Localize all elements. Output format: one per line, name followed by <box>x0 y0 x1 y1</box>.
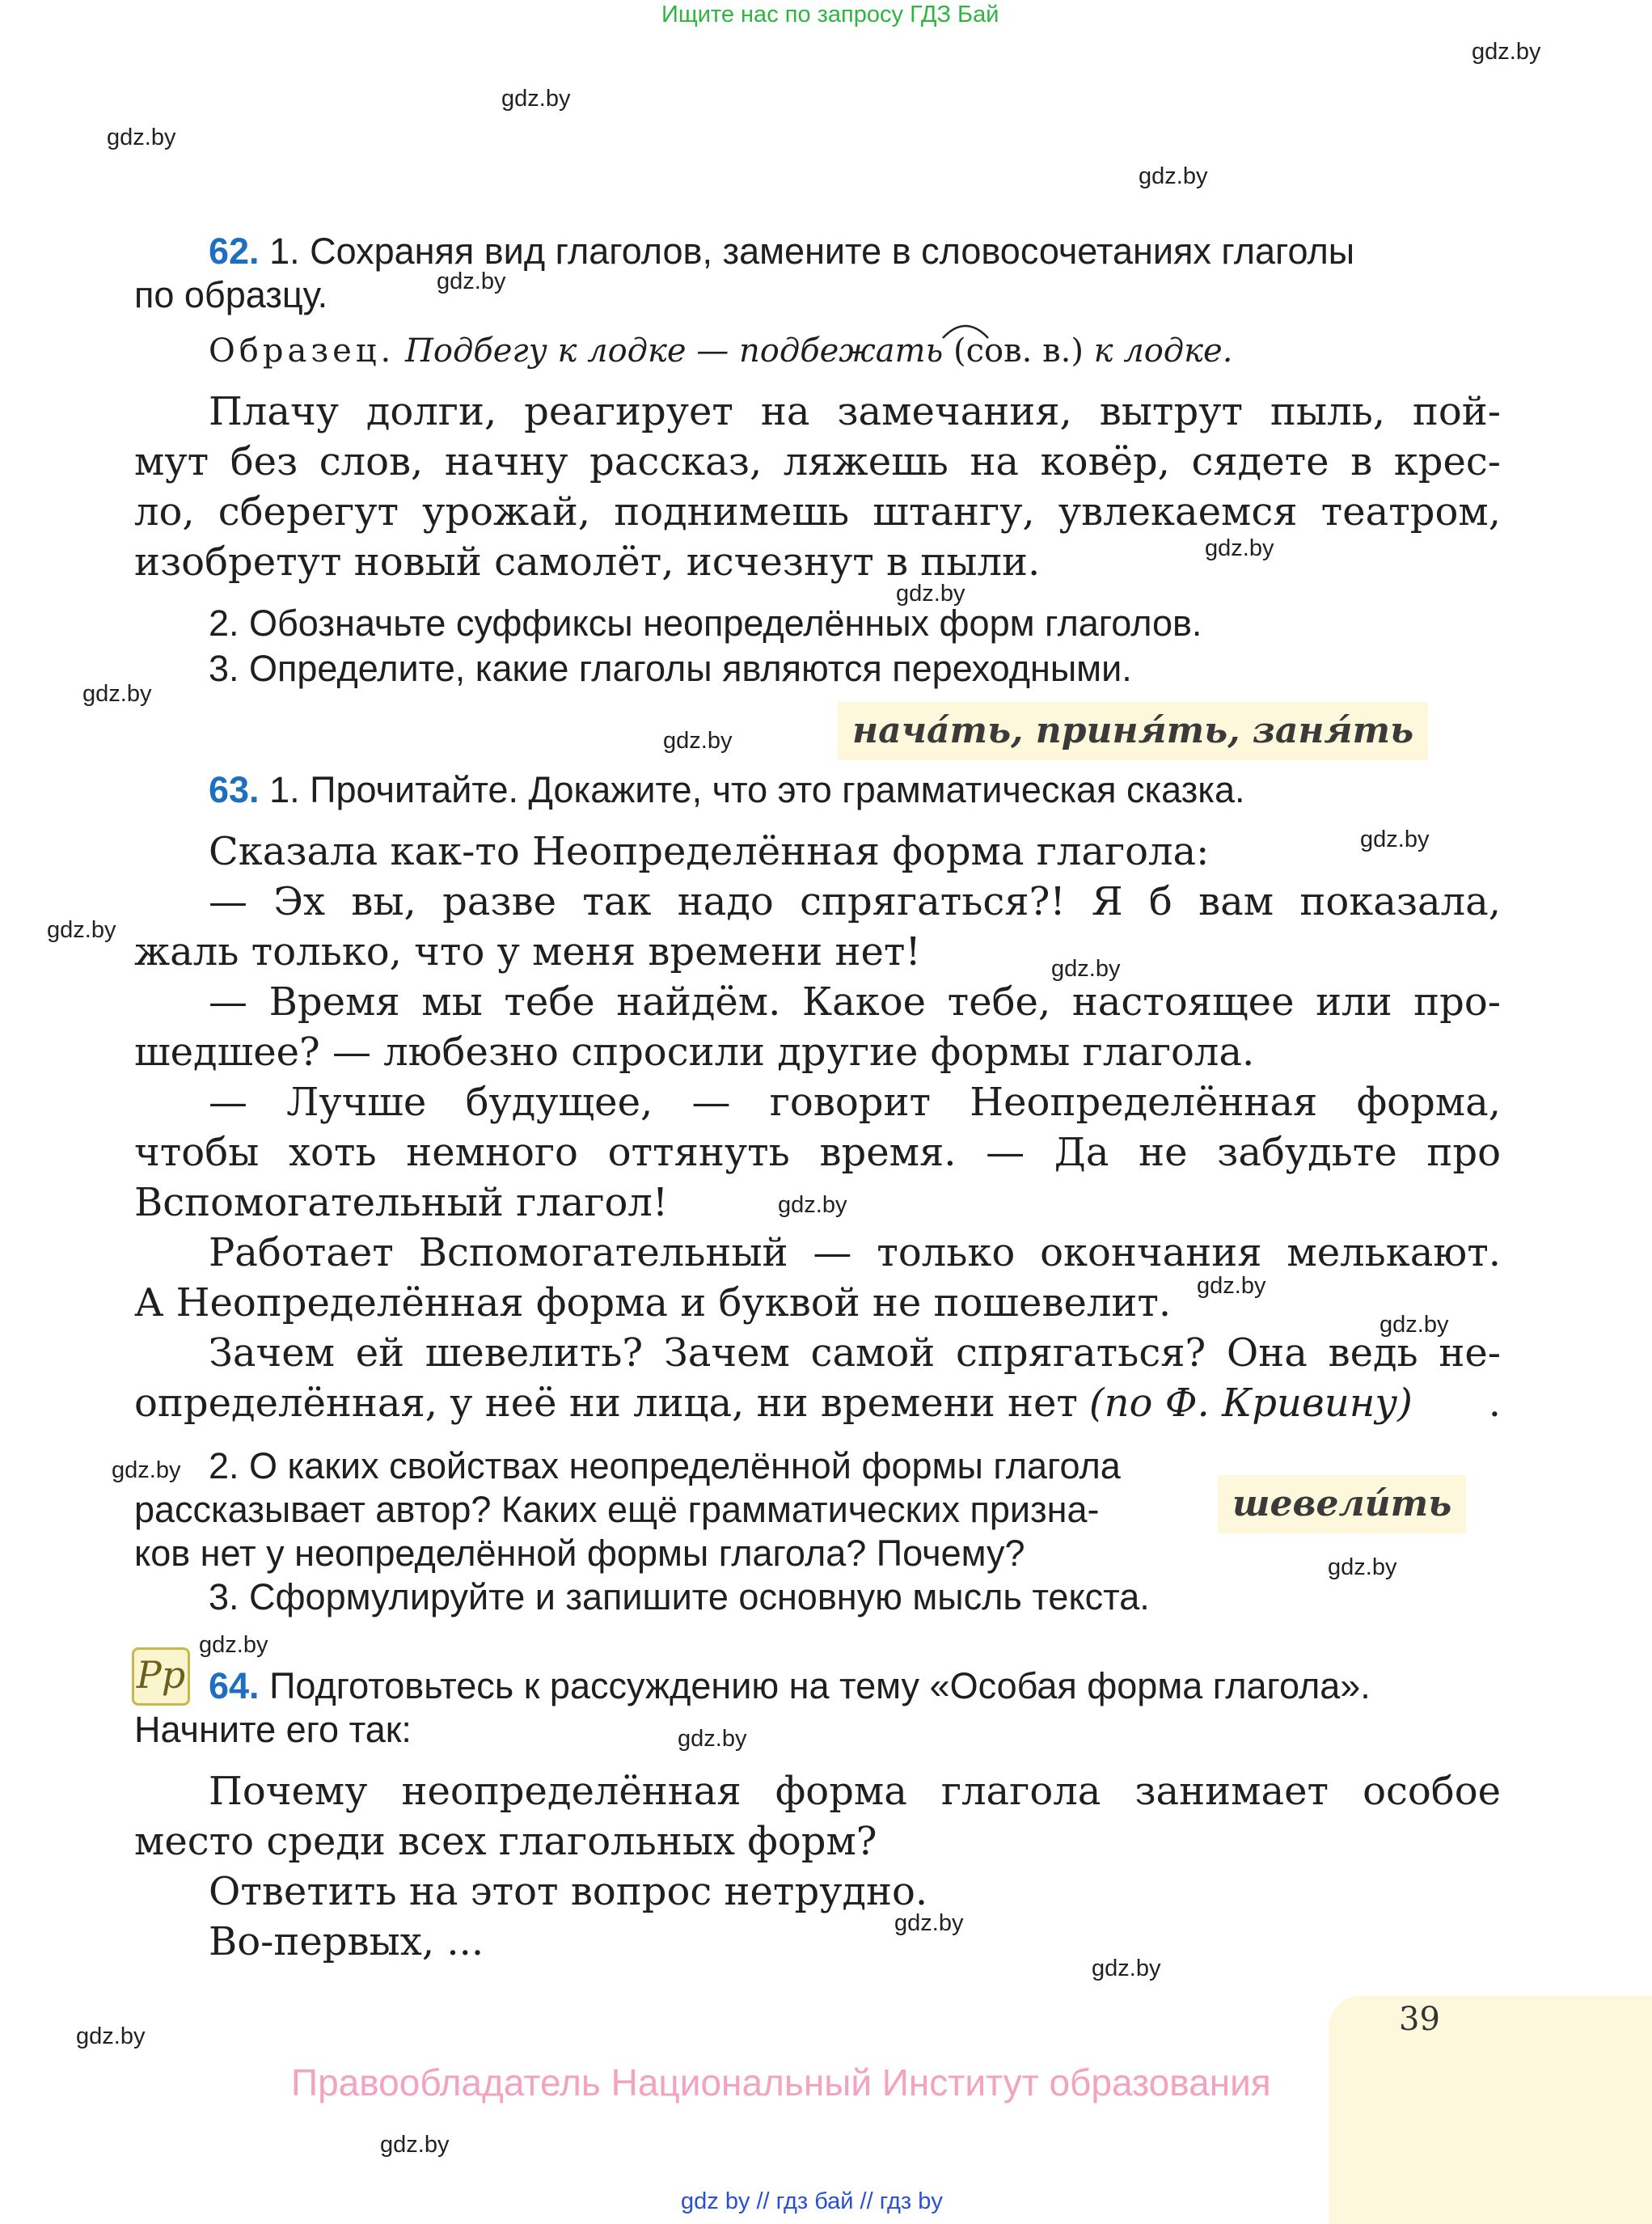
watermark: gdz.by <box>47 917 116 943</box>
footer-links[interactable]: gdz by // гдз бай // гдз by <box>681 2188 943 2214</box>
story-line: — Лучше будущее, — говорит Неопределённая форма, <box>209 1080 1501 1125</box>
exercise-62-task3: 3. Определите, какие глаголы являются переходными. <box>209 648 1132 689</box>
exercise-number: 62. <box>209 230 260 272</box>
exercise-63-task2-line: 2. О каких свойствах неопределённой формы глагола <box>209 1445 1121 1486</box>
period: . <box>1488 1380 1501 1426</box>
exercise-62-body-line: изобретут новый самолёт, исчезнут в пыли. <box>134 539 1041 585</box>
story-line: А Неопределённая форма и буквой не пошевелит. <box>134 1280 1172 1326</box>
story-line: — Время мы тебе найдём. Какое тебе, настоящее или про- <box>209 979 1501 1025</box>
watermark: gdz.by <box>1051 956 1121 982</box>
watermark: gdz.by <box>778 1192 847 1218</box>
page-number: 39 <box>1399 2001 1440 2038</box>
watermark: gdz.by <box>501 86 571 112</box>
watermark: gdz.by <box>107 125 176 150</box>
story-line: Сказала как-то Неопределённая форма глагола: <box>209 829 1210 874</box>
story-line: жаль только, что у меня времени нет! <box>134 929 921 975</box>
exercise-64-task-line1 <box>209 1664 1371 1707</box>
sample-text-end: к лодке. <box>1093 332 1233 370</box>
watermark: gdz.by <box>1328 1554 1397 1580</box>
exercise-63-task3: 3. Сформулируйте и запишите основную мысль текста. <box>209 1576 1150 1617</box>
rights-holder-notice: Правообладатель Национальный Институт образования <box>291 2061 1271 2103</box>
watermark: gdz.by <box>112 1457 181 1483</box>
sample-text: Подбегу к лодке — подбежать <box>404 332 944 370</box>
watermark: gdz.by <box>678 1726 747 1752</box>
story-line: шедшее? — любезно спросили другие формы глагола. <box>134 1030 1255 1075</box>
exercise-62-task2: 2. Обозначьте суффиксы неопределённых форм глаголов. <box>209 603 1202 644</box>
exercise-number: 63. <box>209 769 260 810</box>
sample-label: Образец. <box>209 332 395 370</box>
exercise-63-task2-line: рассказывает автор? Каких ещё грамматических призна- <box>134 1489 1100 1530</box>
exercise-62-task1-line2: по образцу. <box>134 274 328 315</box>
story-line: Зачем ей шевелить? Зачем самой спрягаться? Она ведь не- <box>209 1330 1501 1376</box>
exercise-62-body-line: мут без слов, начну рассказ, ляжешь на ковёр, сядете в крес- <box>134 439 1501 484</box>
watermark: gdz.by <box>1197 1273 1266 1299</box>
exercise-64-body-line: Во-первых, ... <box>209 1919 484 1964</box>
exercise-63-task2-line: ков нет у неопределённой формы глагола? Почему? <box>134 1533 1025 1574</box>
exercise-number: 64. <box>209 1665 260 1706</box>
watermark: gdz.by <box>1205 535 1274 561</box>
task-text: Подготовьтесь к рассуждению на тему «Особая форма глагола». <box>269 1665 1371 1706</box>
watermark: gdz.by <box>663 728 733 754</box>
watermark: gdz.by <box>437 268 506 294</box>
speech-development-icon: Рр <box>132 1647 190 1706</box>
task-text: 1. Сохраняя вид глаголов, замените в словосочетаниях глаголы <box>269 230 1355 272</box>
task-text: 1. Прочитайте. Докажите, что это грамматическая сказка. <box>269 769 1245 810</box>
vocabulary-box: шевели́ть <box>1218 1475 1466 1533</box>
page-corner <box>1329 1996 1652 2224</box>
exercise-62-body-line: ло, сберегут урожай, поднимешь штангу, увлекаемся театром, <box>134 489 1501 535</box>
exercise-64-body-line: Почему неопределённая форма глагола занимает особое <box>209 1769 1501 1814</box>
story-line-last <box>134 1378 1501 1428</box>
watermark: gdz.by <box>76 2023 146 2049</box>
exercise-64-body-line: Ответить на этот вопрос нетрудно. <box>209 1869 928 1914</box>
exercise-63-task1 <box>209 768 1245 811</box>
vocabulary-box: нача́ть, приня́ть, заня́ть <box>838 702 1428 760</box>
search-hint-link[interactable]: Ищите нас по запросу ГДЗ Бай <box>661 2 999 27</box>
exercise-62-task1-line1 <box>209 230 1354 273</box>
story-line: — Эх вы, разве так надо спрягаться?! Я б вам показала, <box>209 879 1501 924</box>
watermark: gdz.by <box>199 1632 268 1658</box>
suffix-mark-icon <box>941 317 990 341</box>
story-source: (по Ф. Кривину) <box>1088 1380 1413 1426</box>
watermark: gdz.by <box>894 1910 964 1936</box>
sample-line <box>209 328 1232 374</box>
watermark: gdz.by <box>1092 1956 1161 1981</box>
watermark: gdz.by <box>896 581 965 607</box>
watermark: gdz.by <box>380 2132 450 2158</box>
exercise-62-body-line: Плачу долги, реагирует на замечания, вытрут пыль, пой- <box>209 389 1501 434</box>
story-line: чтобы хоть немного оттянуть время. — Да не забудьте про <box>134 1130 1501 1175</box>
watermark: gdz.by <box>1379 1312 1449 1338</box>
sample-note: (сов. в.) <box>953 332 1084 370</box>
story-line: Работает Вспомогательный — только окончания мелькают. <box>209 1230 1501 1275</box>
watermark: gdz.by <box>1139 163 1208 189</box>
story-line: Вспомогательный глагол! <box>134 1180 669 1225</box>
watermark: gdz.by <box>1360 827 1430 852</box>
story-text: определённая, у неё ни лица, ни времени нет <box>134 1380 1078 1426</box>
watermark: gdz.by <box>1472 39 1541 65</box>
exercise-64-task-line2: Начните его так: <box>134 1709 412 1750</box>
exercise-64-body-line: место среди всех глагольных форм? <box>134 1819 877 1864</box>
watermark: gdz.by <box>82 681 152 707</box>
